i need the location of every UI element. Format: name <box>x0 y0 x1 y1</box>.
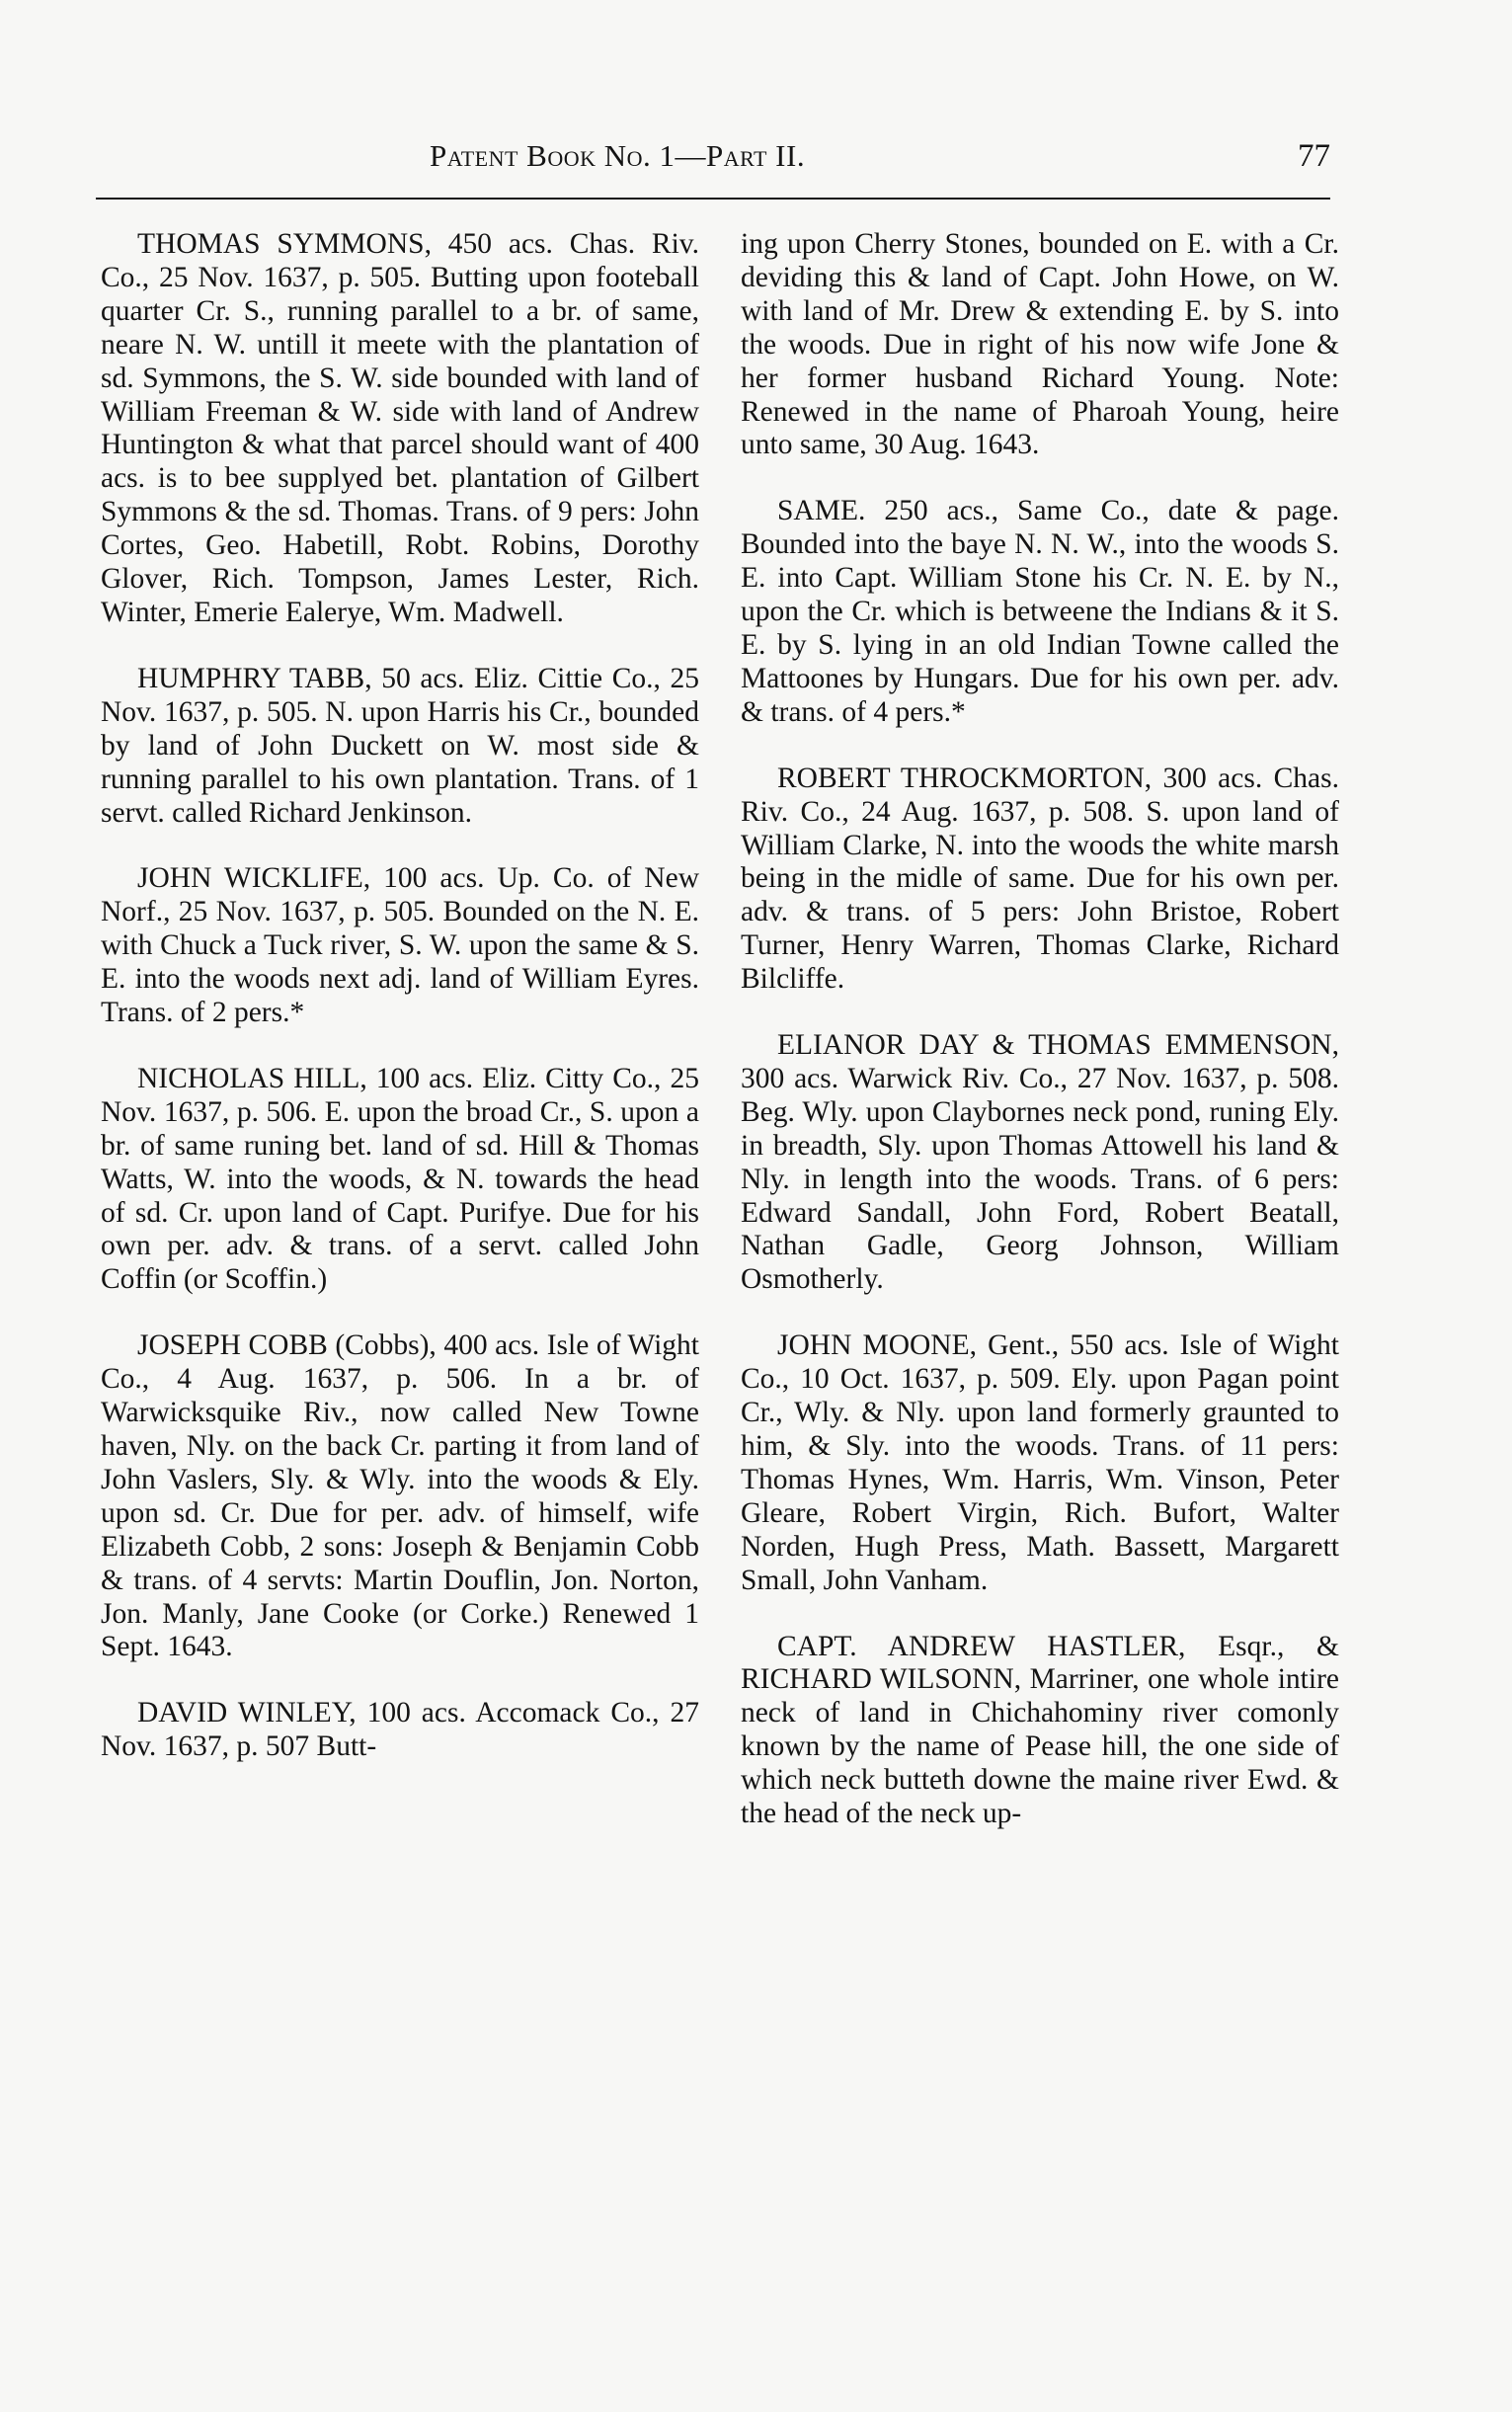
right-column <box>741 228 1339 1864</box>
patent-entry-joseph-cobb: JOSEPH COBB (Cobbs), 400 acs. Isle of Wight Co., 4 Aug. 1637, p. 506. In a br. of Warwicksquike Riv., now called New Towne haven, Nly. on the back Cr. parting it from land of John Vaslers, Sly. & Wly. into the woods & Ely. upon sd. Cr. Due for per. adv. of himself, wife Elizabeth Cobb, 2 sons: Joseph & Benjamin Cobb & trans. of 4 servts: Martin Douflin, Jon. Norton, Jon. Manly, Jane Cooke (or Corke.) Renewed 1 Sept. 1643. <box>101 1329 699 1663</box>
running-head-title: Patent Book No. 1—Part II. <box>430 138 806 173</box>
patent-entry-thomas-symmons: THOMAS SYMMONS, 450 acs. Chas. Riv. Co., 25 Nov. 1637, p. 505. Butting upon footeball quarter Cr. S., running parallel to a br. of same, neare N. W. untill it meete with the plantation of sd. Symmons, the S. W. side bounded with land of William Freeman & W. side with land of Andrew Huntington & what that parcel should want of 400 acs. is to bee supplyed bet. plantation of Gilbert Symmons & the sd. Thomas. Trans. of 9 pers: John Cortes, Geo. Habetill, Robt. Robins, Dorothy Glover, Rich. Tompson, James Lester, Rich. Winter, Emerie Ealerye, Wm. Madwell. <box>101 228 699 628</box>
patent-entry-david-winley: DAVID WINLEY, 100 acs. Accomack Co., 27 Nov. 1637, p. 507 Butt- <box>101 1697 699 1763</box>
patent-entry-john-moone: JOHN MOONE, Gent., 550 acs. Isle of Wight Co., 10 Oct. 1637, p. 509. Ely. upon Pagan point Cr., Wly. & Nly. upon land formerly graunted to him, & Sly. into the woods. Trans. of 11 pers: Thomas Hynes, Wm. Harris, Wm. Vinson, Peter Gleare, Robert Virgin, Rich. Bufort, Walter Norden, Hugh Press, Math. Bassett, Margarett Small, John Vanham. <box>741 1329 1339 1596</box>
patent-entry-david-winley-continued: ing upon Cherry Stones, bounded on E. with a Cr. deviding this & land of Capt. John Howe, on W. with land of Mr. Drew & extending E. by S. into the woods. Due in right of his now wife Jone & her former husband Richard Young. Note: Renewed in the name of Pharoah Young, heire unto same, 30 Aug. 1643. <box>741 228 1339 461</box>
patent-entry-andrew-hastler-richard-wilsonn: CAPT. ANDREW HASTLER, Esqr., & RICHARD WILSONN, Marriner, one whole intire neck of land in Chichahominy river comonly known by the name of Pease hill, the one side of which neck butteth downe the maine river Ewd. & the head of the neck up- <box>741 1630 1339 1830</box>
patent-entry-nicholas-hill: NICHOLAS HILL, 100 acs. Eliz. Citty Co., 25 Nov. 1637, p. 506. E. upon the broad Cr., S. upon a br. of same runing bet. land of sd. Hill & Thomas Watts, W. into the woods, & N. towards the head of sd. Cr. upon land of Capt. Purifye. Due for his own per. adv. & trans. of a servt. called John Coffin (or Scoffin.) <box>101 1062 699 1296</box>
left-column <box>101 228 699 1797</box>
patent-entry-humphry-tabb: HUMPHRY TABB, 50 acs. Eliz. Cittie Co., 25 Nov. 1637, p. 505. N. upon Harris his Cr., bounded by land of John Duckett on W. most side & running parallel to his own plantation. Trans. of 1 servt. called Richard Jenkinson. <box>101 662 699 829</box>
patent-entry-john-wicklife: JOHN WICKLIFE, 100 acs. Up. Co. of New Norf., 25 Nov. 1637, p. 505. Bounded on the N. E. with Chuck a Tuck river, S. W. upon the same & S. E. into the woods next adj. land of William Eyres. Trans. of 2 pers.* <box>101 862 699 1029</box>
page-number: 77 <box>1298 138 1330 174</box>
header-rule <box>96 198 1330 200</box>
patent-entry-same: SAME. 250 acs., Same Co., date & page. Bounded into the baye N. N. W., into the woods S. E. into Capt. William Stone his Cr. N. E. by N., upon the Cr. which is betweene the Indians & it S. E. by S. lying in an old Indian Towne called the Mattoones by Hungars. Due for his own per. adv. & trans. of 4 pers.* <box>741 495 1339 728</box>
patent-entry-elianor-day-thomas-emmenson: ELIANOR DAY & THOMAS EMMENSON, 300 acs. Warwick Riv. Co., 27 Nov. 1637, p. 508. Beg. Wly. upon Claybornes neck pond, runing Ely. in breadth, Sly. upon Thomas Attowell his land & Nly. in length into the woods. Trans. of 6 pers: Edward Sandall, John Ford, Robert Beatall, Nathan Gadle, Georg Johnson, William Osmotherly. <box>741 1029 1339 1296</box>
patent-entry-robert-throckmorton: ROBERT THROCKMORTON, 300 acs. Chas. Riv. Co., 24 Aug. 1637, p. 508. S. upon land of William Clarke, N. into the woods the white marsh being in the midle of same. Due for his own per. adv. & trans. of 5 pers: John Bristoe, Robert Turner, Henry Warren, Thomas Clarke, Richard Bilcliffe. <box>741 762 1339 996</box>
running-head <box>96 138 1330 188</box>
